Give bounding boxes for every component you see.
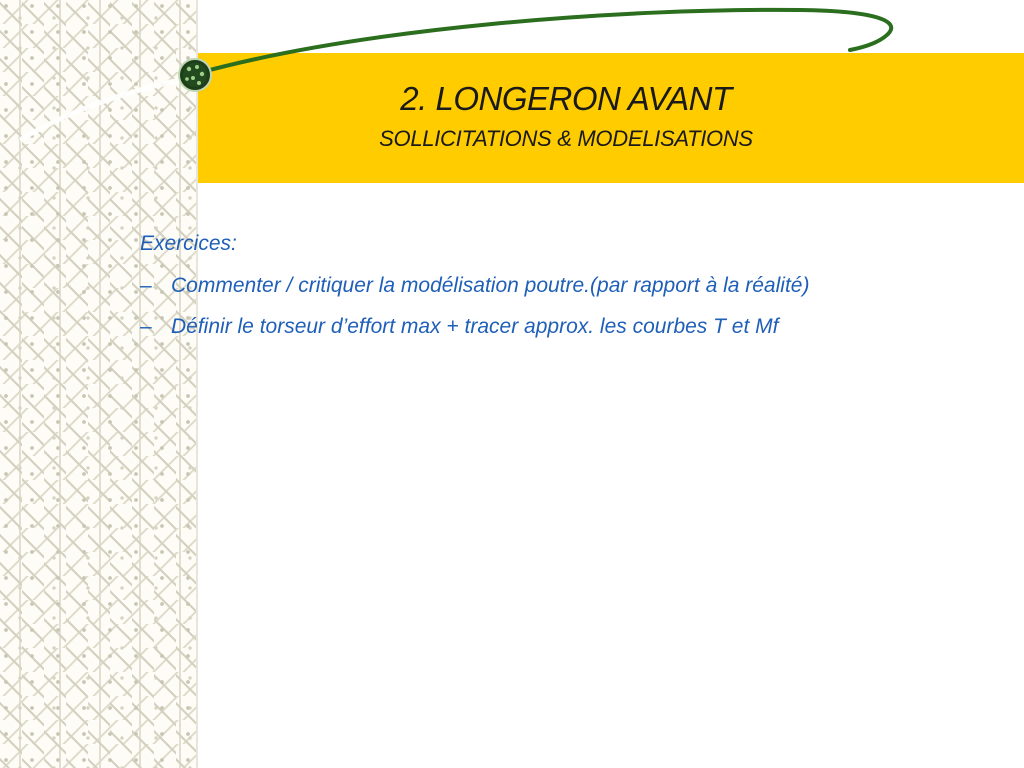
slide-body xyxy=(140,230,1000,354)
bullet-item xyxy=(140,313,1000,341)
title-band xyxy=(198,53,1024,183)
bullet-text: Définir le torseur d’effort max + tracer approx. les courbes T et Mf xyxy=(171,315,779,338)
bullet-item xyxy=(140,272,1000,300)
bullet-marker: – xyxy=(140,274,152,297)
bullet-text: Commenter / critiquer la modélisation poutre.(par rapport à la réalité) xyxy=(171,274,810,297)
molecule-pattern-icon xyxy=(0,0,198,768)
slide-subtitle: SOLLICITATIONS & MODELISATIONS xyxy=(379,126,753,151)
exercises-heading: Exercices: xyxy=(140,232,237,255)
slide-title: 2. LONGERON AVANT xyxy=(400,80,732,117)
bullet-marker: – xyxy=(140,315,152,338)
